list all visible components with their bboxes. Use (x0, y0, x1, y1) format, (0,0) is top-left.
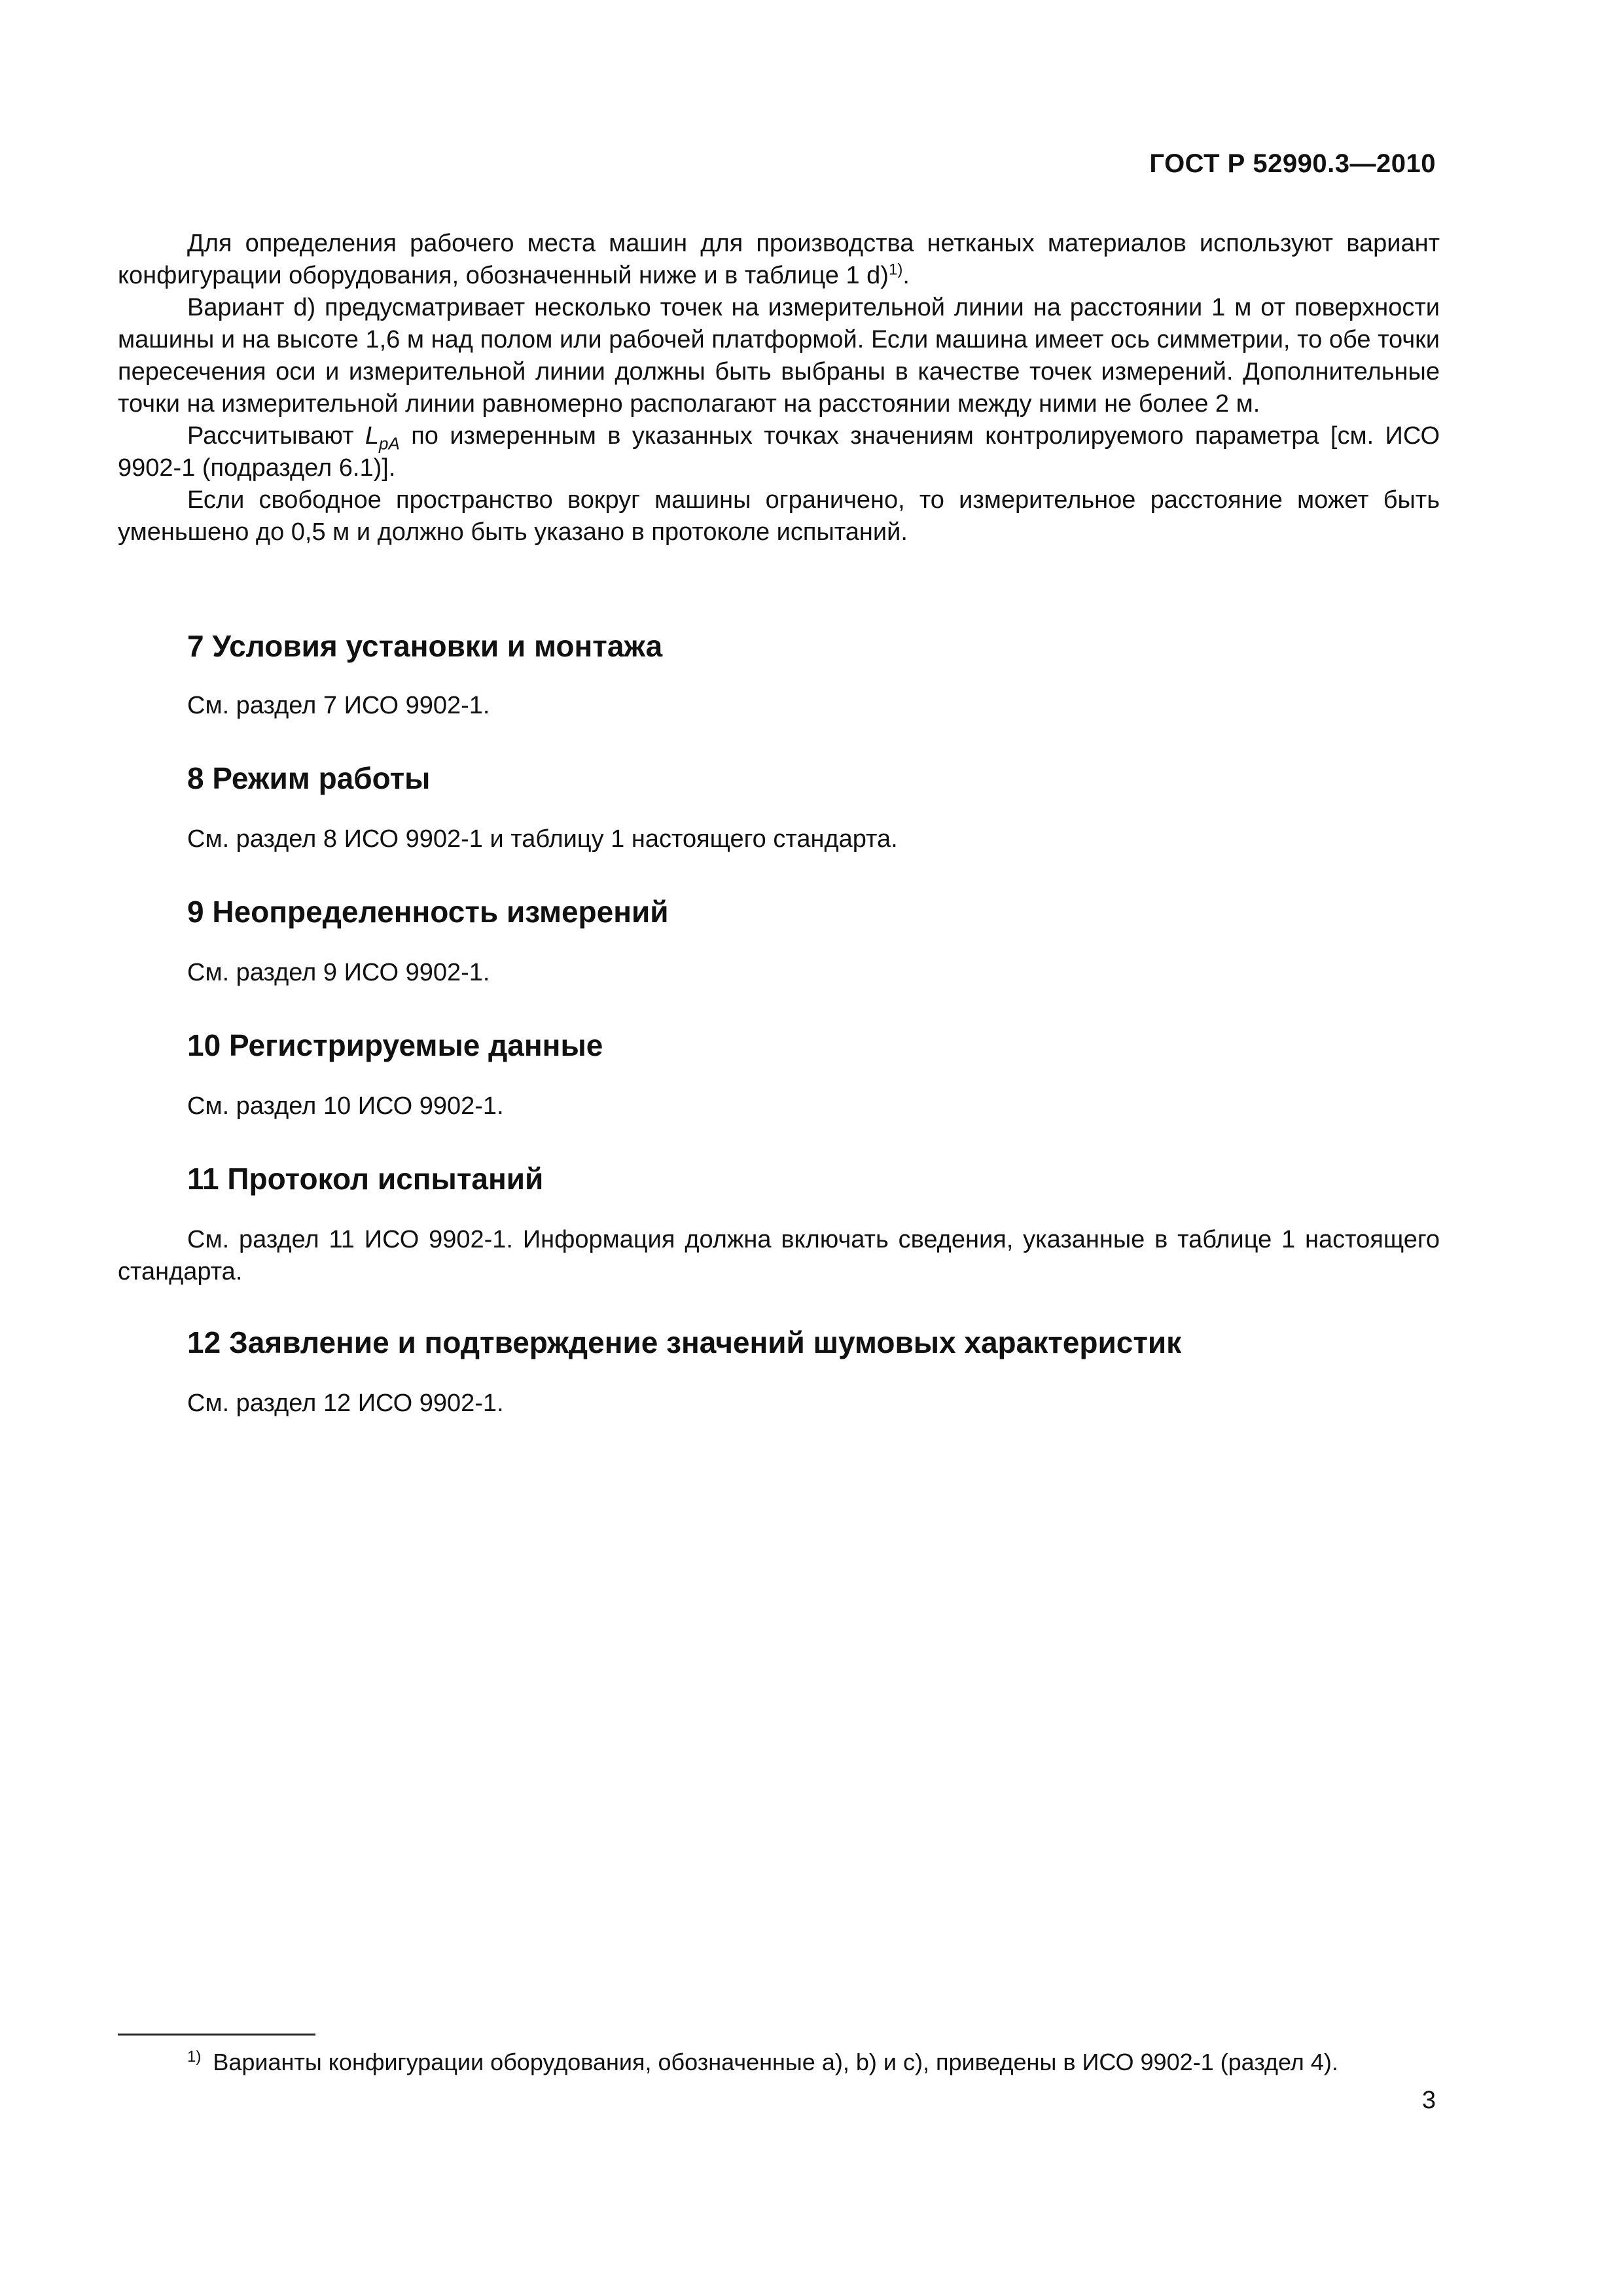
intro-paragraph-2: Вариант d) предусматривает несколько точек на измерительной линии на расстоянии 1 м от поверхности машины и на высоте 1,6 м над полом или рабочей платформой. Если машина имеет ось симметрии, то обе точки пересечения оси и измерительной линии должны быть выбраны в качестве точек измерений. Дополнительные точки на измерительной линии равномерно располагают на расстоянии между ними не более 2 м. (118, 294, 1440, 418)
section-11-heading: 11 Протокол испытаний (187, 1162, 544, 1196)
intro-paragraph-1-end: . (902, 262, 910, 289)
section-12-text: См. раздел 12 ИСО 9902-1. (187, 1390, 504, 1417)
section-7-text: См. раздел 7 ИСО 9902-1. (187, 692, 490, 719)
document-code: ГОСТ Р 52990.3—2010 (1149, 149, 1436, 178)
section-10-heading: 10 Регистрируемые данные (187, 1028, 603, 1062)
footnote-separator (118, 2034, 315, 2036)
footnote-text: Варианты конфигурации оборудования, обозначенные а), b) и с), приведены в ИСО 9902-1 (раздел 4). (213, 2049, 1338, 2075)
section-10-text: См. раздел 10 ИСО 9902-1. (187, 1092, 504, 1120)
intro-paragraph-1 (118, 228, 1440, 292)
intro-block (118, 228, 1440, 548)
section-9-text: См. раздел 9 ИСО 9902-1. (187, 959, 490, 986)
section-9-heading: 9 Неопределенность измерений (187, 895, 669, 929)
section-12-heading: 12 Заявление и подтверждение значений шумовых характеристик (187, 1325, 1182, 1359)
footnote-marker: 1) (187, 2048, 202, 2066)
lpa-symbol: $L_{pA}$ (365, 422, 400, 454)
section-8-heading: 8 Режим работы (187, 761, 431, 795)
section-7-heading: 7 Условия установки и монтажа (187, 629, 663, 663)
section-11-text: См. раздел 11 ИСО 9902-1. Информация должна включать сведения, указанные в таблице 1 настоящего стандарта. (118, 1226, 1440, 1285)
intro-paragraph-1-text: Для определения рабочего места машин для производства нетканых материалов используют вариант конфигурации оборудования, обозначенный ниже и в таблице 1 d) (118, 230, 1440, 289)
page-number: 3 (1421, 2087, 1436, 2114)
intro-paragraph-4: Если свободное пространство вокруг машины ограничено, то измерительное расстояние может быть уменьшено до 0,5 м и должно быть указано в протоколе испытаний. (118, 486, 1440, 546)
intro-paragraph-3-after: по измеренным в указанных точках значениям контролируемого параметра [см. ИСО 9902-1 (подраздел 6.1)]. (118, 422, 1440, 482)
footnote-reference[interactable]: 1) (888, 260, 903, 279)
section-8-text: См. раздел 8 ИСО 9902-1 и таблицу 1 настоящего стандарта. (187, 825, 898, 853)
intro-paragraph-3 (118, 420, 1440, 484)
footnote (187, 2047, 1338, 2077)
intro-paragraph-3-before: Рассчитывают (187, 422, 365, 450)
